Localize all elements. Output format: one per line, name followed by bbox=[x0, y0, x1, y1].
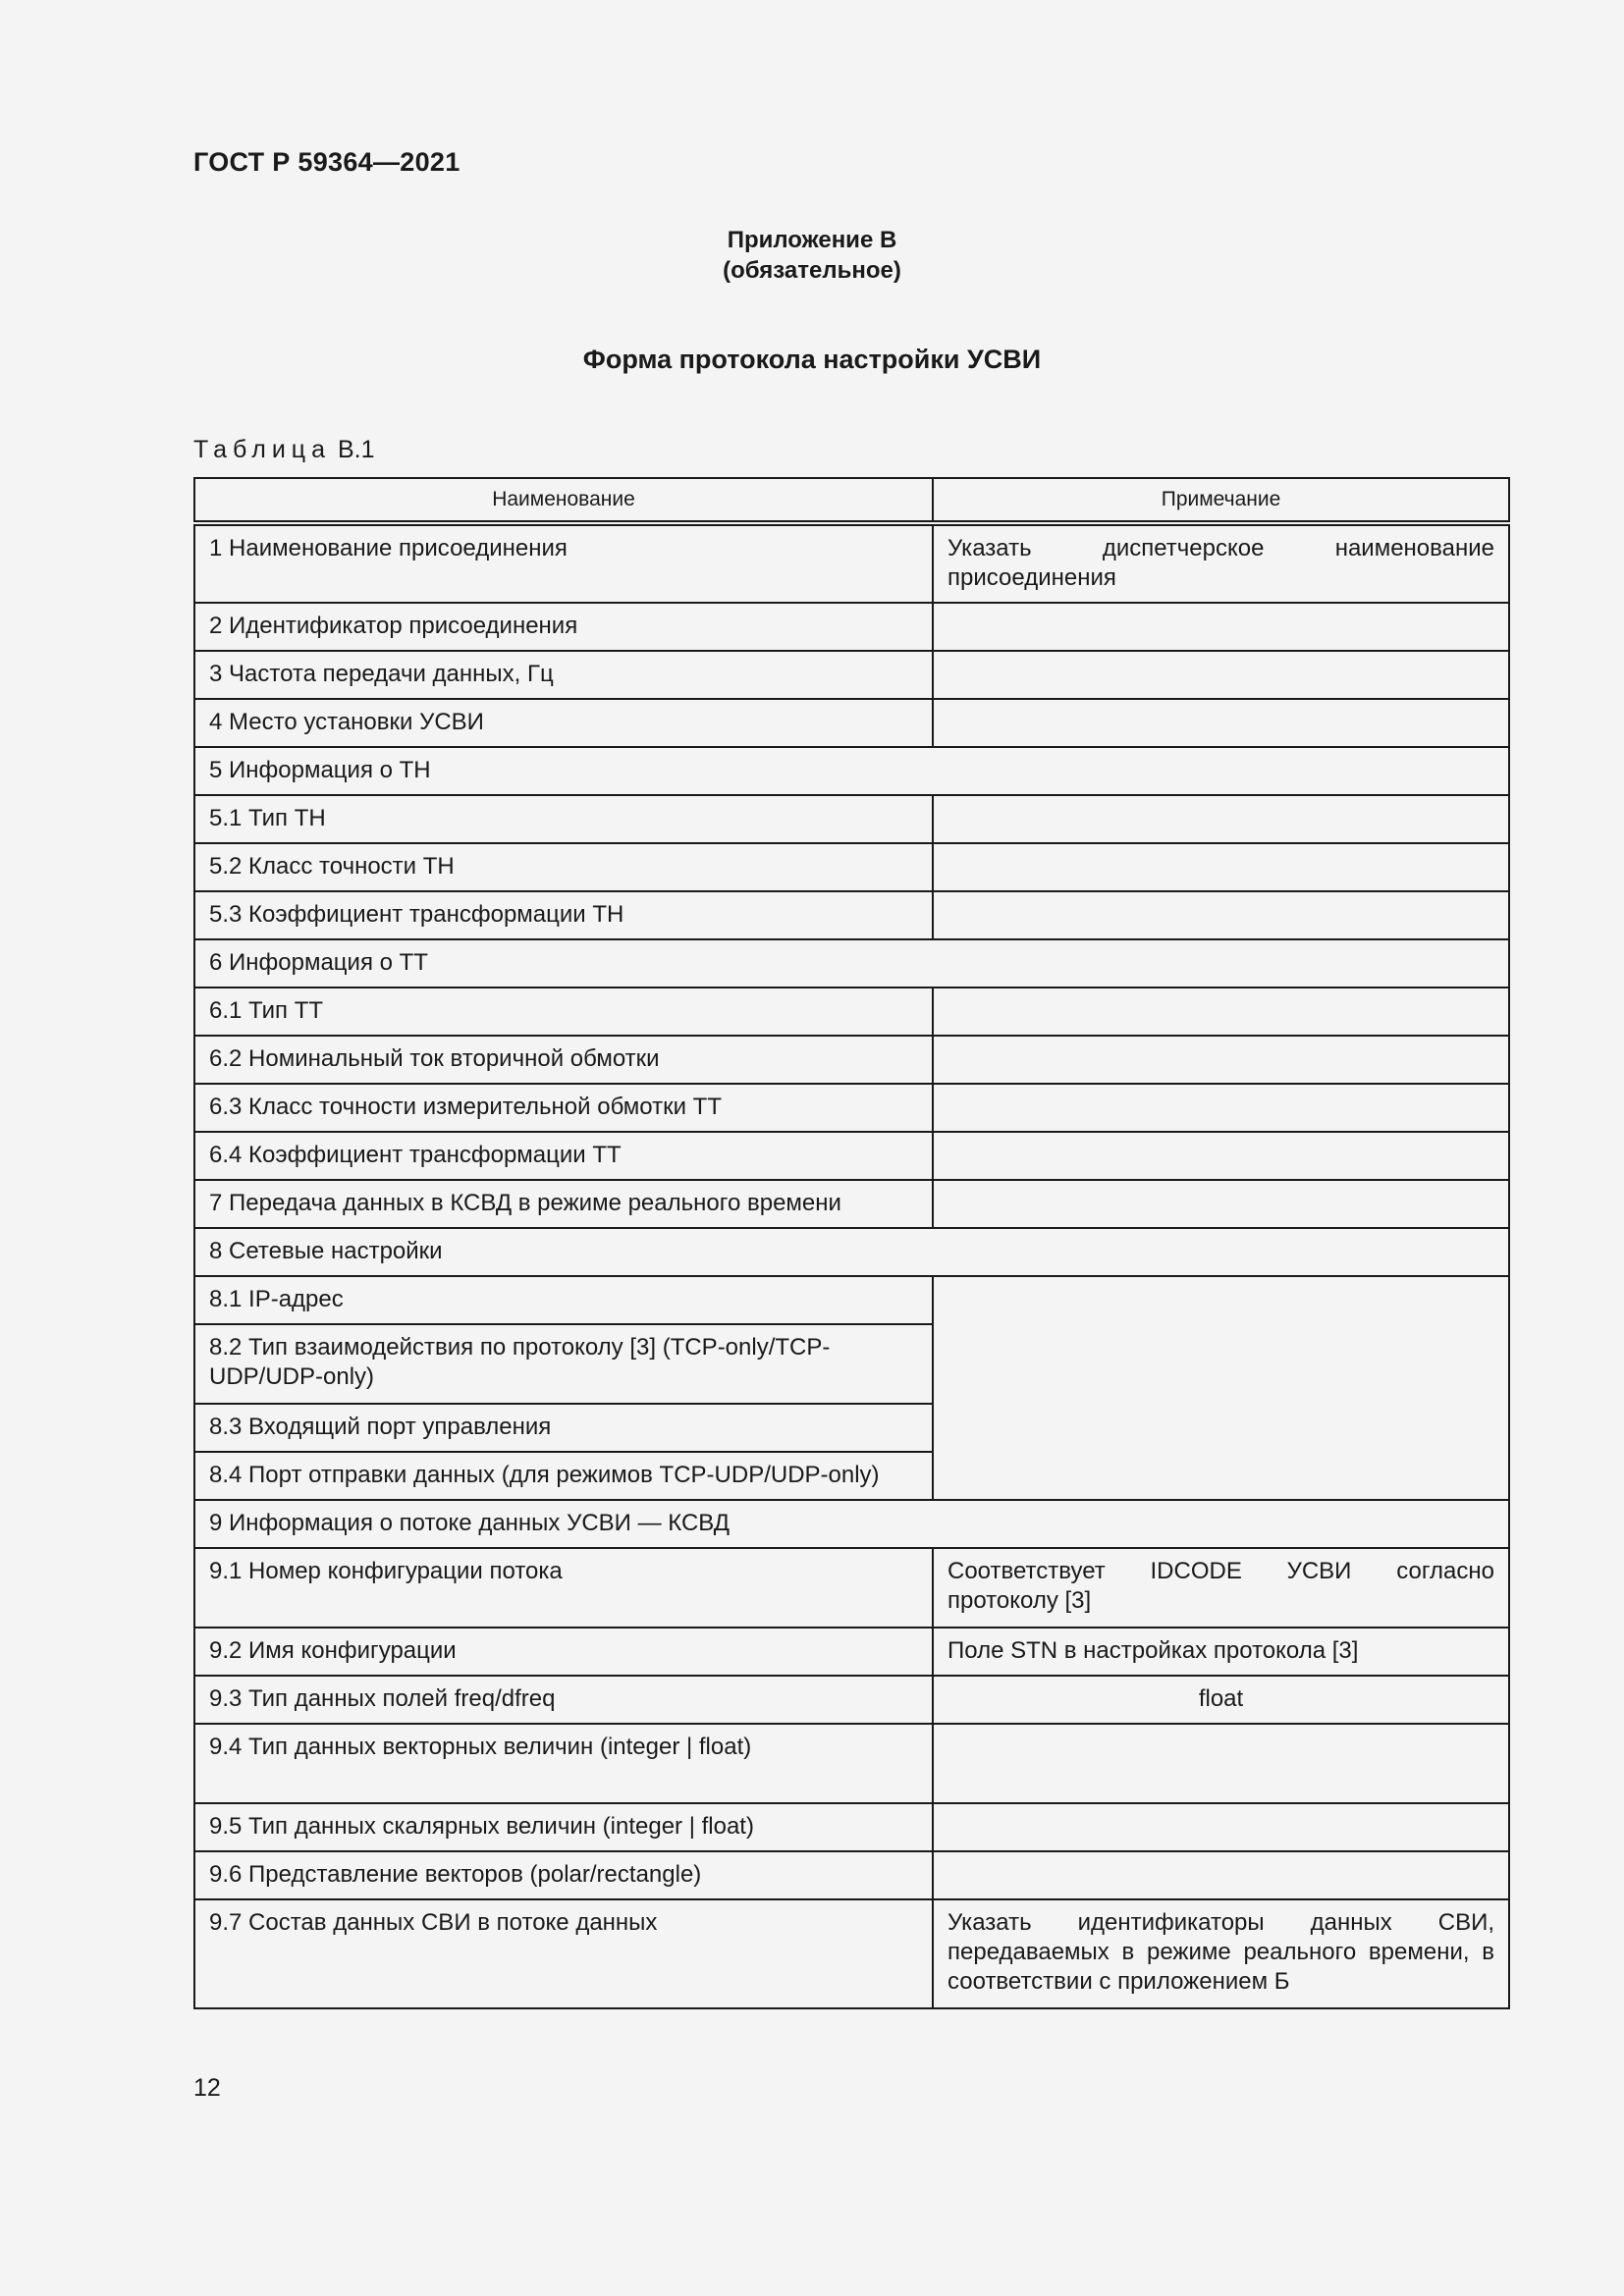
row-name: 8.4 Порт отправки данных (для режимов TCP-UDP/UDP-only) bbox=[194, 1452, 933, 1500]
section-heading: 5 Информация о ТН bbox=[194, 747, 1509, 795]
row-note: float bbox=[933, 1676, 1509, 1724]
form-title: Форма протокола настройки УСВИ bbox=[582, 345, 1042, 374]
row-note bbox=[933, 843, 1509, 891]
row-note bbox=[933, 988, 1509, 1036]
row-note bbox=[933, 1084, 1509, 1132]
table-row bbox=[194, 1036, 1509, 1084]
row-note bbox=[933, 651, 1509, 699]
row-note bbox=[933, 1803, 1509, 1851]
row-note: Поле STN в настройках протокола [3] bbox=[933, 1628, 1509, 1676]
row-note bbox=[933, 1851, 1509, 1899]
row-name: 9.1 Номер конфигурации потока bbox=[194, 1548, 933, 1628]
row-name: 9.4 Тип данных векторных величин (integer | float) bbox=[194, 1724, 933, 1803]
row-note bbox=[933, 1180, 1509, 1228]
row-name: 3 Частота передачи данных, Гц bbox=[194, 651, 933, 699]
row-name: 2 Идентификатор присоединения bbox=[194, 603, 933, 651]
row-name: 6.1 Тип ТТ bbox=[194, 988, 933, 1036]
table-row bbox=[194, 603, 1509, 651]
table-row bbox=[194, 988, 1509, 1036]
section-row bbox=[194, 939, 1509, 988]
row-name: 8.1 IP-адрес bbox=[194, 1276, 933, 1324]
row-name: 6.2 Номинальный ток вторичной обмотки bbox=[194, 1036, 933, 1084]
row-name: 9.7 Состав данных СВИ в потоке данных bbox=[194, 1899, 933, 2008]
section-row bbox=[194, 747, 1509, 795]
row-note bbox=[933, 795, 1509, 843]
row-name: 9.6 Представление векторов (polar/rectangle) bbox=[194, 1851, 933, 1899]
row-note: Соответствует IDCODE УСВИ согласно протоколу [3] bbox=[933, 1548, 1509, 1628]
row-name: 1 Наименование присоединения bbox=[194, 523, 933, 603]
table-row bbox=[194, 1180, 1509, 1228]
settings-protocol-table bbox=[193, 477, 1510, 2009]
table-row bbox=[194, 1899, 1509, 2008]
page-number: 12 bbox=[193, 2074, 221, 2102]
row-note-merged bbox=[933, 1276, 1509, 1500]
section-heading: 6 Информация о ТТ bbox=[194, 939, 1509, 988]
appendix-title: Приложение В bbox=[727, 227, 897, 253]
table-row bbox=[194, 651, 1509, 699]
table-header-row bbox=[194, 478, 1509, 523]
row-note: Указать диспетчерское наименование присоединения bbox=[933, 523, 1509, 603]
row-note bbox=[933, 603, 1509, 651]
row-name: 6.3 Класс точности измерительной обмотки ТТ bbox=[194, 1084, 933, 1132]
row-name: 4 Место установки УСВИ bbox=[194, 699, 933, 747]
table-row bbox=[194, 1676, 1509, 1724]
header-note: Примечание bbox=[933, 478, 1509, 523]
row-name: 7 Передача данных в КСВД в режиме реального времени bbox=[194, 1180, 933, 1228]
table-row bbox=[194, 843, 1509, 891]
row-name: 5.1 Тип ТН bbox=[194, 795, 933, 843]
row-name: 6.4 Коэффициент трансформации ТТ bbox=[194, 1132, 933, 1180]
row-name: 9.2 Имя конфигурации bbox=[194, 1628, 933, 1676]
appendix-heading bbox=[0, 225, 1624, 286]
table-row bbox=[194, 1084, 1509, 1132]
row-note bbox=[933, 1036, 1509, 1084]
table-caption bbox=[193, 436, 375, 464]
section-heading: 8 Сетевые настройки bbox=[194, 1228, 1509, 1276]
table-caption-word: Таблица bbox=[193, 436, 332, 463]
section-row bbox=[194, 1228, 1509, 1276]
row-name: 8.2 Тип взаимодействия по протоколу [3] (TCP-only/TCP-UDP/UDP-only) bbox=[194, 1324, 933, 1404]
table-row bbox=[194, 523, 1509, 603]
table-row bbox=[194, 1724, 1509, 1803]
row-name: 8.3 Входящий порт управления bbox=[194, 1404, 933, 1452]
row-name: 9.3 Тип данных полей freq/dfreq bbox=[194, 1676, 933, 1724]
document-code: ГОСТ Р 59364—2021 bbox=[193, 147, 460, 177]
row-note bbox=[933, 699, 1509, 747]
row-note bbox=[933, 891, 1509, 939]
section-row bbox=[194, 1500, 1509, 1548]
row-note bbox=[933, 1724, 1509, 1803]
table-row bbox=[194, 891, 1509, 939]
table-row bbox=[194, 1803, 1509, 1851]
row-name: 5.3 Коэффициент трансформации ТН bbox=[194, 891, 933, 939]
table-row bbox=[194, 699, 1509, 747]
section-heading: 9 Информация о потоке данных УСВИ — КСВД bbox=[194, 1500, 1509, 1548]
table-caption-number: В.1 bbox=[337, 436, 375, 463]
appendix-status: (обязательное) bbox=[723, 257, 901, 284]
table-row bbox=[194, 1276, 1509, 1324]
row-note bbox=[933, 1132, 1509, 1180]
row-name: 9.5 Тип данных скалярных величин (integer | float) bbox=[194, 1803, 933, 1851]
row-note: Указать идентификаторы данных СВИ, передаваемых в режиме реального времени, в соответствии с приложением Б bbox=[933, 1899, 1509, 2008]
header-name: Наименование bbox=[194, 478, 933, 523]
table-row bbox=[194, 795, 1509, 843]
row-name: 5.2 Класс точности ТН bbox=[194, 843, 933, 891]
table-row bbox=[194, 1548, 1509, 1628]
table-row bbox=[194, 1132, 1509, 1180]
table-row bbox=[194, 1628, 1509, 1676]
table-row bbox=[194, 1851, 1509, 1899]
